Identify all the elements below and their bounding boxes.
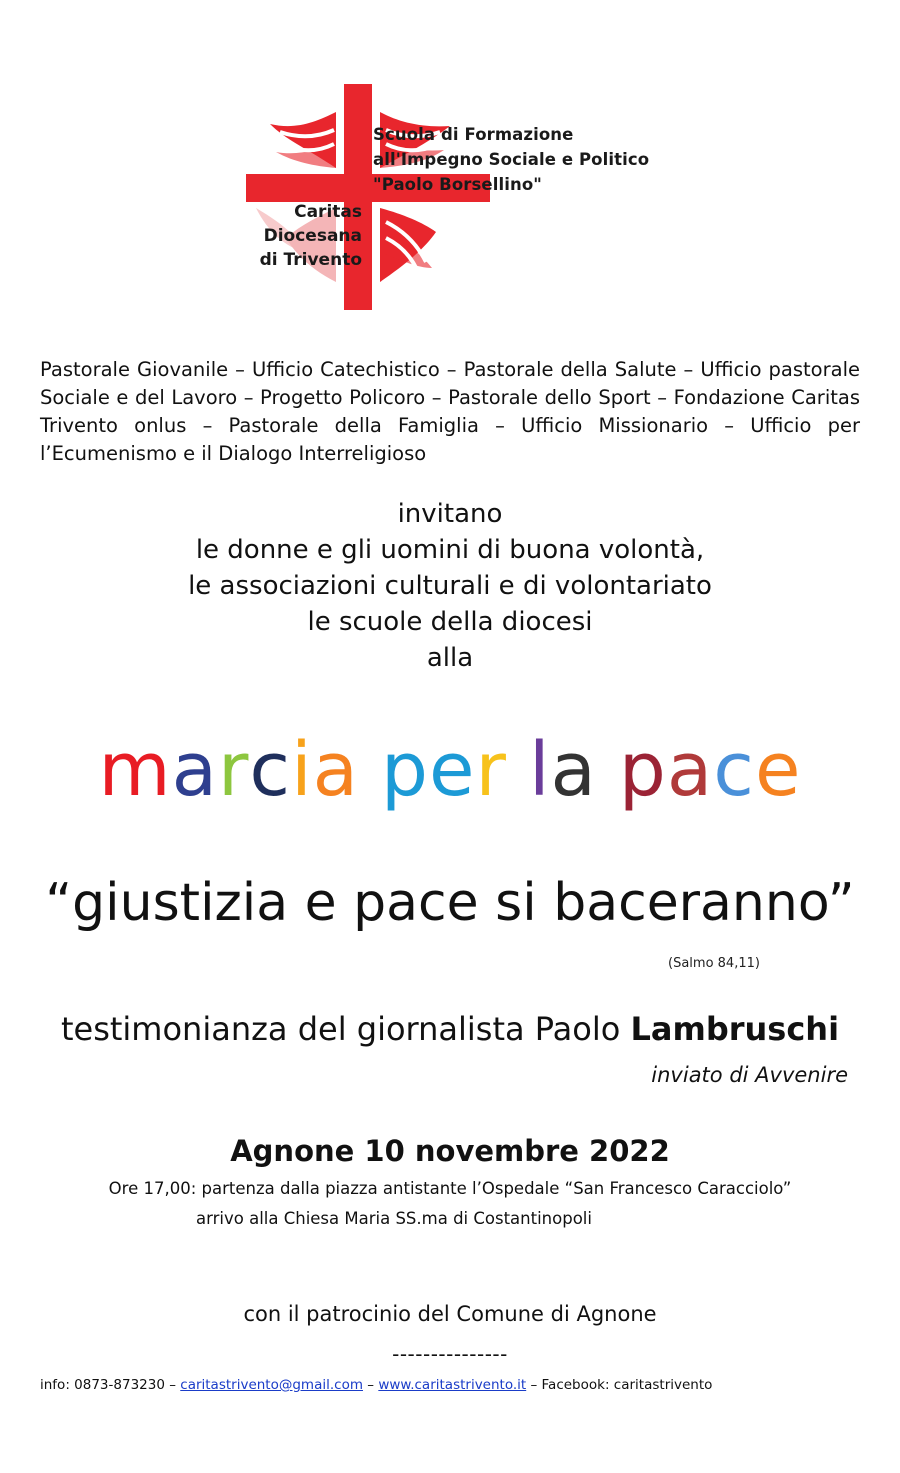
organizers-paragraph: Pastorale Giovanile – Ufficio Catechistico – Pastorale della Salute – Ufficio pastorale Sociale e del Lavoro – Progetto Policoro – Pastorale dello Sport – Fondazione Caritas Trivento onlus – Pastorale della Famiglia – Ufficio Missionario – Ufficio per l’Ecumenismo e il Dialogo Interreligioso bbox=[40, 358, 860, 465]
testimony-prefix: testimonianza del giornalista Paolo bbox=[60, 1010, 631, 1048]
event-title bbox=[0, 720, 900, 820]
caritas-logo bbox=[236, 82, 676, 314]
title-letter bbox=[507, 720, 529, 820]
title-letter: l bbox=[528, 727, 551, 813]
school-line-3: "Paolo Borsellino" bbox=[373, 175, 542, 194]
school-name bbox=[373, 122, 649, 197]
speaker-role: inviato di Avvenire bbox=[651, 1063, 848, 1087]
email-link[interactable]: caritastrivento@gmail.com bbox=[180, 1377, 363, 1393]
title-letter: a bbox=[666, 727, 714, 813]
title-letter: p bbox=[618, 727, 667, 813]
website-link[interactable]: www.caritastrivento.it bbox=[378, 1377, 527, 1393]
caritas-line-2: Diocesana bbox=[263, 226, 362, 246]
invite-line-1: invitano bbox=[397, 499, 503, 529]
motto: “giustizia e pace si baceranno” bbox=[45, 873, 855, 933]
title-letter: r bbox=[475, 727, 507, 813]
caritas-line-3: di Trivento bbox=[259, 250, 362, 270]
title-letter: a bbox=[550, 727, 597, 813]
footer-facebook: – Facebook: caritastrivento bbox=[526, 1377, 713, 1393]
title-letter: e bbox=[754, 727, 802, 813]
title-letter: r bbox=[217, 727, 250, 813]
invite-line-3: le associazioni culturali e di volontariato bbox=[188, 571, 712, 601]
route-end: arrivo alla Chiesa Maria SS.ma di Costantinopoli bbox=[196, 1209, 592, 1228]
invite-line-2: le donne e gli uomini di buona volontà, bbox=[195, 535, 705, 565]
invite-block bbox=[0, 496, 900, 676]
footer-info bbox=[40, 1377, 712, 1393]
footer-phone: info: 0873-873230 – bbox=[40, 1377, 181, 1393]
caritas-cross-icon bbox=[236, 82, 496, 314]
title-letter: i bbox=[291, 727, 313, 813]
route-start: Ore 17,00: partenza dalla piazza antistante l’Ospedale “San Francesco Caracciolo” bbox=[108, 1179, 792, 1198]
invite-line-5: alla bbox=[426, 643, 474, 673]
title-letter bbox=[359, 720, 381, 820]
title-letter: c bbox=[249, 727, 292, 813]
title-letter: a bbox=[171, 727, 218, 813]
caritas-line-1: Caritas bbox=[294, 202, 362, 222]
invite-line-4: le scuole della diocesi bbox=[307, 607, 593, 637]
caritas-name bbox=[236, 200, 362, 272]
testimony-line bbox=[0, 1005, 900, 1053]
title-letter: e bbox=[429, 727, 476, 813]
speaker-surname: Lambruschi bbox=[630, 1010, 840, 1048]
title-letter: m bbox=[98, 727, 172, 813]
separator: --------------- bbox=[392, 1342, 508, 1366]
footer-sep-1: – bbox=[362, 1377, 379, 1393]
title-letter: p bbox=[381, 727, 430, 813]
school-line-1: Scuola di Formazione bbox=[373, 125, 574, 144]
title-letter: c bbox=[713, 727, 755, 813]
psalm-reference: (Salmo 84,11) bbox=[668, 956, 760, 971]
title-letter bbox=[597, 720, 619, 820]
event-date: Agnone 10 novembre 2022 bbox=[230, 1134, 670, 1168]
title-letter: a bbox=[312, 727, 360, 813]
patronage: con il patrocinio del Comune di Agnone bbox=[243, 1302, 657, 1326]
school-line-2: all'Impegno Sociale e Politico bbox=[373, 150, 650, 169]
